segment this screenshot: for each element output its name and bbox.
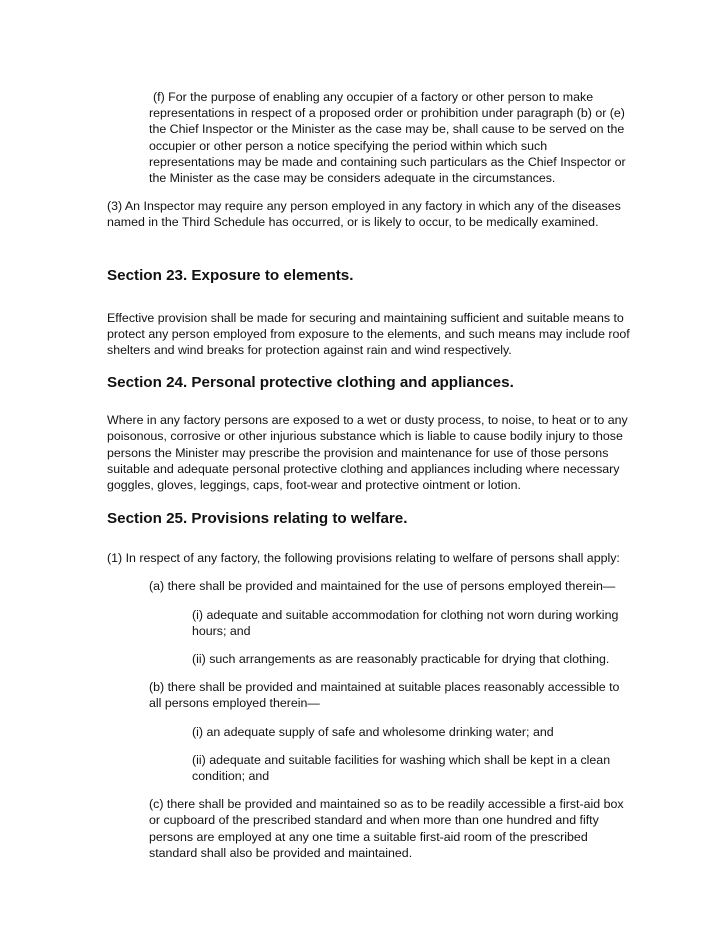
section-25-heading: Section 25. Provisions relating to welfare.	[107, 510, 408, 528]
section-24-heading: Section 24. Personal protective clothing and appliances.	[107, 374, 514, 392]
section-24-body: Where in any factory persons are exposed to a wet or dusty process, to noise, to heat or to any poisonous, corrosive or other injurious substance which is liable to cause bodily injury to those persons the Minister may prescribe the provision and maintenance for use of those persons suitable and adequate personal protective clothing and appliances including where necessary goggles, gloves, leggings, caps, foot-wear and protective ointment or lotion.	[107, 413, 628, 493]
paragraph-3: (3) An Inspector may require any person employed in any factory in which any of the diseases named in the Third Schedule has occurred, or is likely to occur, to be medically examined.	[107, 199, 621, 230]
section-23-heading: Section 23. Exposure to elements.	[107, 266, 354, 284]
paragraph-f: (f) For the purpose of enabling any occupier of a factory or other person to make representations in respect of a proposed order or prohibition under paragraph (b) or (e) the Chief Inspector or the Minister as the case may be, shall cause to be served on the occupier or other person a notice specifying the period within which such representations may be made and containing such particulars as the Chief Inspector or the Minister as the case may be considers adequate in the circumstances.	[149, 90, 626, 186]
section-25-item-b-ii: (ii) adequate and suitable facilities for washing which shall be kept in a clean condition; and	[192, 752, 611, 784]
section-25-item-b: (b) there shall be provided and maintained at suitable places reasonably accessible to all persons employed therein—	[149, 680, 620, 711]
section-25-item-b-i: (i) an adequate supply of safe and wholesome drinking water; and	[192, 724, 554, 739]
section-25-intro: (1) In respect of any factory, the following provisions relating to welfare of persons shall apply:	[107, 551, 620, 566]
section-23-body: Effective provision shall be made for securing and maintaining sufficient and suitable means to protect any person employed from exposure to the elements, and such means may include roof shelters and wind breaks for protection against rain and wind respectively.	[107, 310, 630, 358]
section-25-item-a-ii: (ii) such arrangements as are reasonably practicable for drying that clothing.	[192, 652, 610, 667]
section-25-item-a: (a) there shall be provided and maintained for the use of persons employed therein—	[149, 579, 616, 594]
section-25-item-a-i: (i) adequate and suitable accommodation for clothing not worn during working hours; and	[192, 607, 619, 638]
section-25-item-c: (c) there shall be provided and maintained so as to be readily accessible a first-aid box or cupboard of the prescribed standard and when more than one hundred and fifty persons are employed at any one time a suitable first-aid room of the prescribed standard shall also be provided and maintained.	[149, 797, 624, 860]
